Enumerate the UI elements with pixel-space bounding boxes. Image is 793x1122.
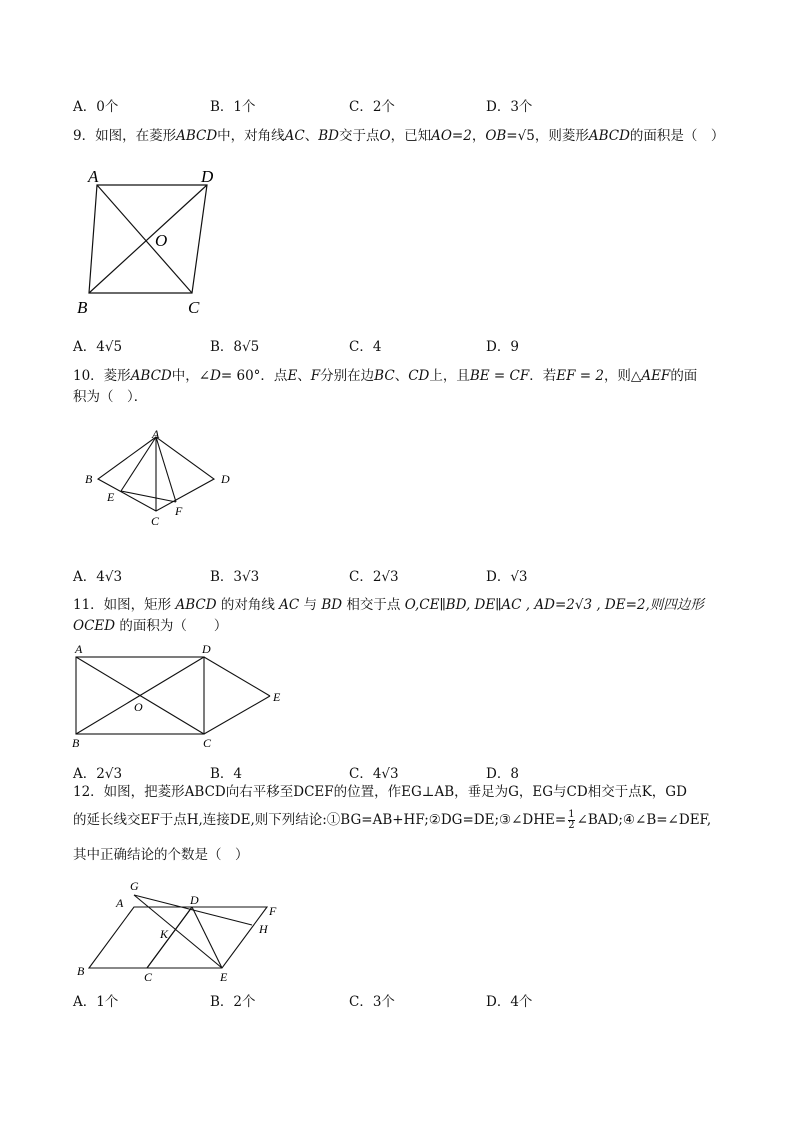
- q12-option-c: C．3个: [349, 994, 395, 1010]
- q10-label-b: B: [85, 472, 93, 486]
- q11-option-c: C．4√3: [349, 766, 399, 782]
- q12-label-h: H: [259, 922, 268, 936]
- q11-stem-line2: OCED 的面积为（ ）: [73, 618, 228, 634]
- q12-label-f: F: [269, 904, 277, 918]
- q10-label-a: A: [152, 427, 160, 441]
- q8-option-a: A．0个: [73, 99, 119, 115]
- q11-label-c: C: [203, 736, 212, 750]
- q11-segment-ce: [204, 696, 270, 734]
- q9-label-a: A: [88, 167, 99, 186]
- q9-diagonal-bd: [89, 185, 207, 293]
- q12-label-d: D: [190, 893, 199, 907]
- q11-rectangle-figure: [68, 640, 298, 755]
- q10-segment-ae: [121, 437, 156, 491]
- q12-label-g: G: [130, 879, 139, 893]
- q12-option-b: B．2个: [210, 994, 256, 1010]
- q12-stem-line2: 的延长线交EF于点H,连接DE,则下列结论:①BG=AB+HF;②DG=DE;③∠DHE= $\frac{1}{2}$ ∠BAD;④∠B=∠DEF,: [73, 809, 712, 831]
- q10-stem-line2: 积为（ ）．: [73, 389, 148, 405]
- q12-label-e: E: [220, 970, 228, 984]
- q12-label-c: C: [144, 970, 153, 984]
- q10-option-c: C．2√3: [349, 569, 399, 585]
- q10-label-f: F: [175, 504, 183, 518]
- q9-stem: 9．如图，在菱形ABCD中，对角线AC、BD交于点O，已知AO=2，OB=√5，则菱形ABCD的面积是（ ）: [73, 128, 725, 144]
- q12-label-a: A: [116, 896, 124, 910]
- q8-option-c: C．2个: [349, 99, 395, 115]
- q10-stem-line1: 10．菱形ABCD中，∠D= 60°．点E、F分别在边BC、CD上，且BE = CF．若EF = 2，则△AEF的面: [73, 368, 698, 384]
- q9-option-c: C．4: [349, 339, 382, 355]
- q10-option-a: A．4√3: [73, 569, 123, 585]
- q9-diagonal-ac: [97, 185, 192, 293]
- q9-option-a: A．4√5: [73, 339, 123, 355]
- q11-label-a: A: [75, 642, 83, 656]
- q12-option-a: A．1个: [73, 994, 119, 1010]
- q11-option-a: A．2√3: [73, 766, 123, 782]
- q10-segment-af: [156, 437, 176, 502]
- q9-option-b: B．8√5: [210, 339, 260, 355]
- q11-segment-de: [204, 657, 270, 696]
- q9-option-d: D．9: [486, 339, 519, 355]
- q12-label-b: B: [77, 964, 85, 978]
- q12-option-d: D．4个: [486, 994, 533, 1010]
- q10-label-e: E: [107, 490, 115, 504]
- q12-stem-line3: 其中正确结论的个数是（ ）: [73, 847, 249, 863]
- q10-rhombus-figure: [80, 425, 250, 535]
- q11-label-o: O: [134, 700, 143, 714]
- q12-label-k: K: [160, 927, 169, 941]
- q9-rhombus-figure: [70, 160, 240, 320]
- q9-label-c: C: [188, 298, 200, 317]
- q12-rhombus-abcd: [89, 907, 192, 968]
- q9-label-b: B: [77, 298, 88, 317]
- q10-option-b: B．3√3: [210, 569, 260, 585]
- q10-label-d: D: [221, 472, 230, 486]
- q12-translated-rhombus-figure: [72, 875, 292, 990]
- q11-label-d: D: [202, 642, 211, 656]
- q9-label-d: D: [201, 167, 214, 186]
- q11-label-b: B: [72, 736, 80, 750]
- q8-option-b: B．1个: [210, 99, 256, 115]
- q11-option-b: B．4: [210, 766, 243, 782]
- q8-option-d: D．3个: [486, 99, 533, 115]
- q12-stem-line1: 12．如图，把菱形ABCD向右平移至DCEF的位置，作EG⊥AB，垂足为G，EG与CD相交于点K，GD: [73, 784, 687, 800]
- q9-label-o: O: [155, 231, 168, 250]
- q11-label-e: E: [273, 690, 281, 704]
- q12-fraction-half: $\frac{1}{2}$: [568, 809, 575, 831]
- q10-label-c: C: [151, 514, 160, 528]
- q11-stem-line1: 11．如图，矩形 ABCD 的对角线 AC 与 BD 相交于点 O,CE∥BD, DE∥AC , AD=2√3 , DE=2,则四边形: [73, 597, 704, 613]
- q11-option-d: D．8: [486, 766, 519, 782]
- q10-option-d: D．√3: [486, 569, 528, 585]
